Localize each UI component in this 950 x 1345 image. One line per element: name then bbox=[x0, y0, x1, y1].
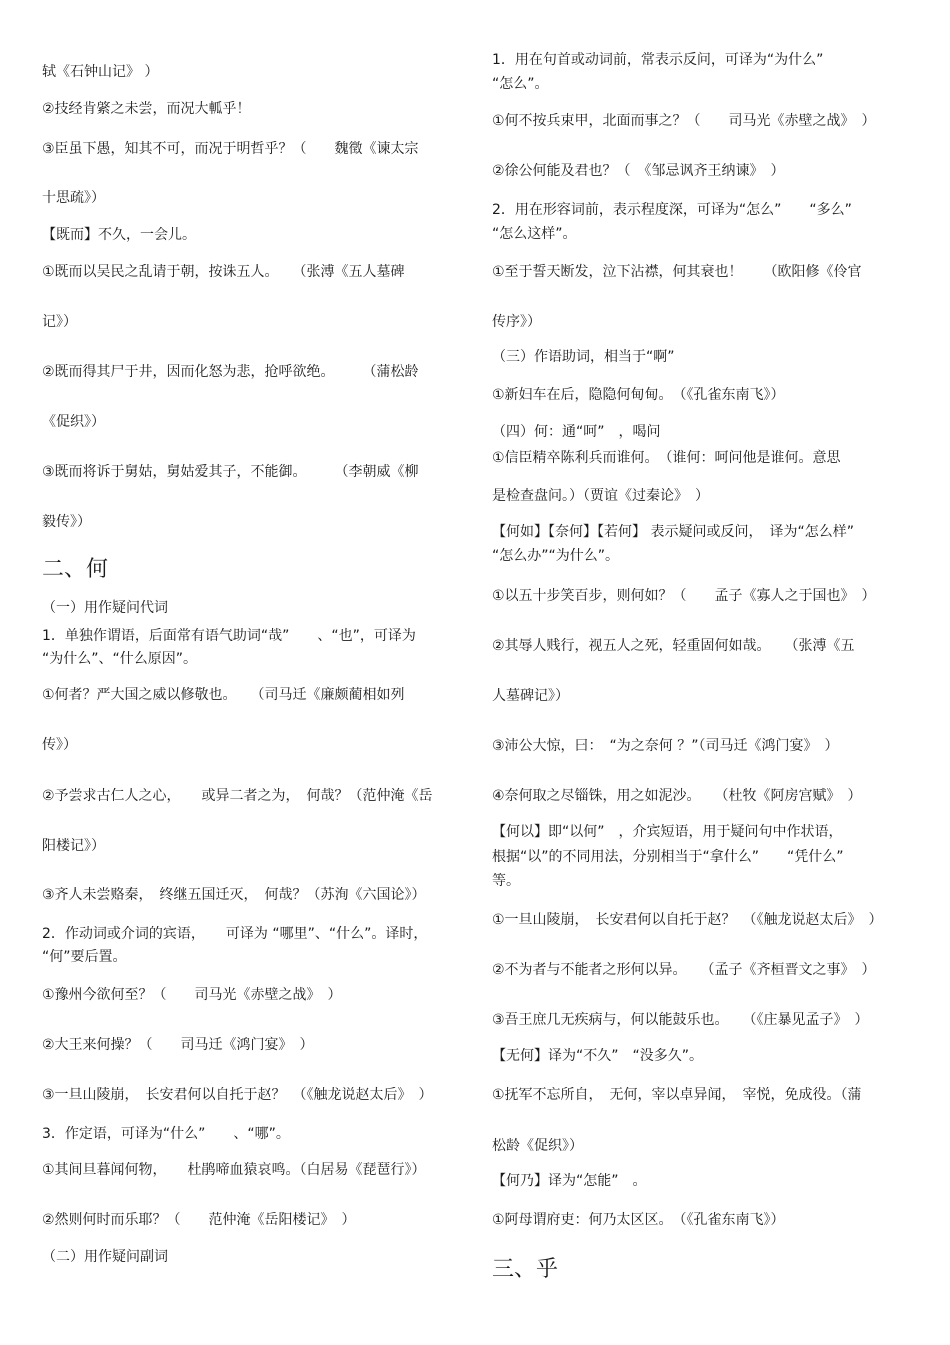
text-line: 等。 bbox=[492, 873, 520, 889]
text-line: 传序》） bbox=[492, 314, 541, 330]
text-line: “怎么办”“为什么”。 bbox=[492, 548, 620, 564]
text-line: 【何乃】译为“怎能” 。 bbox=[492, 1173, 647, 1189]
text-line: 阳楼记》） bbox=[42, 838, 105, 854]
text-line: ③一旦山陵崩， 长安君何以自托于赵？ （《触龙说赵太后》 ） bbox=[42, 1087, 433, 1103]
text-line: 1．单独作谓语，后面常有语气助词“哉” 、“也”，可译为 bbox=[42, 628, 416, 644]
text-line: ①其间旦暮闻何物， 杜鹃啼血猿哀鸣。（白居易《琵琶行》） bbox=[42, 1162, 426, 1178]
text-line: 是检查盘问。）（贾谊《过秦论》 ） bbox=[492, 488, 709, 504]
text-line: ④奈何取之尽锱铢，用之如泥沙。 （杜牧《阿房宫赋》 ） bbox=[492, 788, 862, 804]
text-line: ②不为者与不能者之形何以异。 （孟子《齐桓晋文之事》 ） bbox=[492, 962, 876, 978]
text-line: “何”要后置。 bbox=[42, 949, 127, 965]
text-line: 轼《石钟山记》 ） bbox=[42, 64, 159, 80]
text-line: ②技经肯綮之未尝，而况大軱乎！ bbox=[42, 101, 251, 117]
text-line: ③既而将诉于舅姑，舅姑爱其子，不能御。 （李朝威《柳 bbox=[42, 464, 419, 480]
text-line: （二）用作疑问副词 bbox=[42, 1249, 168, 1265]
text-line: 人墓碑记》） bbox=[492, 688, 569, 704]
text-line: ①至于誓天断发，泣下沾襟，何其衰也！ （欧阳修《伶官 bbox=[492, 264, 862, 280]
text-line: ①以五十步笑百步，则何如？（ 孟子《寡人之于国也》 ） bbox=[492, 588, 876, 604]
text-line: 根据“以”的不同用法，分别相当于“拿什么” “凭什么” bbox=[492, 849, 844, 865]
text-line: ①抚军不忘所自， 无何，宰以卓异闻， 宰悦，免成役。（蒲 bbox=[492, 1087, 862, 1103]
text-line: ①何不按兵束甲，北面而事之？（ 司马光《赤壁之战》 ） bbox=[492, 113, 876, 129]
text-line: （一）用作疑问代词 bbox=[42, 600, 168, 616]
text-line: 记》） bbox=[42, 314, 77, 330]
text-line: 1．用在句首或动词前，常表示反问，可译为“为什么” bbox=[492, 52, 824, 68]
text-line: 【无何】译为“不久” “没多久”。 bbox=[492, 1048, 704, 1064]
text-line: （四）何：通“呵” ，喝问 bbox=[492, 424, 661, 440]
text-line: ②予尝求古仁人之心， 或异二者之为， 何哉？（范仲淹《岳 bbox=[42, 788, 433, 804]
text-line: “怎么”。 bbox=[492, 76, 549, 92]
text-line: ①一旦山陵崩， 长安君何以自托于赵？ （《触龙说赵太后》 ） bbox=[492, 912, 883, 928]
text-line: ①既而以吴民之乱请于朝，按诛五人。 （张溥《五人墓碑 bbox=[42, 264, 405, 280]
text-line: 《促织》） bbox=[42, 414, 105, 430]
text-line: 3．作定语，可译为“什么” 、“哪”。 bbox=[42, 1126, 290, 1142]
text-line: ③吾王庶几无疾病与，何以能鼓乐也。 （《庄暴见孟子》 ） bbox=[492, 1012, 869, 1028]
text-line: ③臣虽下愚，知其不可，而况于明哲乎？（ 魏徵《谏太宗 bbox=[42, 141, 419, 157]
text-line: 2．作动词或介词的宾语， 可译为 “哪里”、“什么”。译时， bbox=[42, 926, 428, 942]
text-line: ③沛公大惊，曰： “为之奈何 ？”（司马迁《鸿门宴》 ） bbox=[492, 738, 839, 754]
text-line: 【既而】不久，一会儿。 bbox=[42, 227, 196, 243]
text-line: 十思疏》） bbox=[42, 190, 105, 206]
text-line: ②其辱人贱行，视五人之死，轻重固何如哉。 （张溥《五 bbox=[492, 638, 855, 654]
section-heading: 二、何 bbox=[42, 557, 109, 582]
text-line: “怎么这样”。 bbox=[492, 226, 577, 242]
text-line: 传》） bbox=[42, 737, 77, 753]
text-line: 【何如】【奈何】【若何】 表示疑问或反问， 译为“怎么样” bbox=[492, 524, 854, 540]
text-line: 毅传》） bbox=[42, 514, 91, 530]
text-line: ②然则何时而乐耶？（ 范仲淹《岳阳楼记》 ） bbox=[42, 1212, 356, 1228]
text-line: 【何以】即“以何” ，介宾短语，用于疑问句中作状语， bbox=[492, 824, 843, 840]
text-line: ②既而得其尸于井，因而化怒为悲，抢呼欲绝。 （蒲松龄 bbox=[42, 364, 419, 380]
text-line: ①何者？严大国之威以修敬也。 （司马迁《廉颇蔺相如列 bbox=[42, 687, 405, 703]
text-line: （三）作语助词，相当于“啊” bbox=[492, 349, 675, 365]
text-line: ①信臣精卒陈利兵而谁何。 （谁何：呵问他是谁何。意思 bbox=[492, 450, 841, 466]
text-line: ①豫州今欲何至？（ 司马光《赤壁之战》 ） bbox=[42, 987, 342, 1003]
text-line: 2．用在形容词前，表示程度深，可译为“怎么” “多么” bbox=[492, 202, 852, 218]
text-line: ②徐公何能及君也？（ 《邹忌讽齐王纳谏》 ） bbox=[492, 163, 785, 179]
section-heading: 三、乎 bbox=[492, 1257, 559, 1282]
text-line: ③齐人未尝赂秦， 终继五国迁灭， 何哉？（苏洵《六国论》） bbox=[42, 887, 426, 903]
text-line: ①阿母谓府吏：何乃太区区。 （《孔雀东南飞》） bbox=[492, 1212, 785, 1228]
text-line: “为什么”、“什么原因”。 bbox=[42, 651, 198, 667]
text-line: ②大王来何操？（ 司马迁《鸿门宴》 ） bbox=[42, 1037, 314, 1053]
text-line: ①新妇车在后，隐隐何甸甸。 （《孔雀东南飞》） bbox=[492, 387, 785, 403]
text-line: 松龄《促织》） bbox=[492, 1138, 583, 1154]
